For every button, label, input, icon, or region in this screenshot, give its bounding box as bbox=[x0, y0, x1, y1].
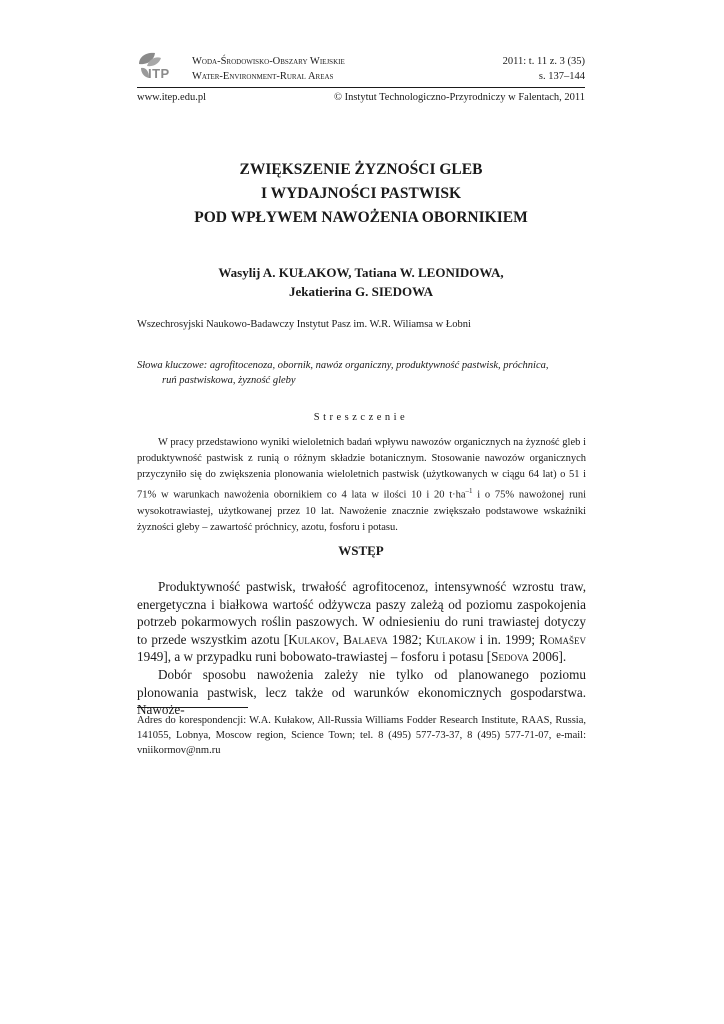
citation-romasev: Romašev bbox=[539, 631, 587, 647]
abstract-superscript: –1 bbox=[465, 487, 473, 495]
keywords-line-2: ruń pastwiskowa, żyzność gleby bbox=[162, 375, 296, 386]
citation-sedova: Sedova bbox=[491, 649, 529, 665]
p1-text-a: Produktywność pastwisk, trwałość agrofitocenoz, intensywność wzrostu traw, energetyczna i białkowa wartość odżywcza paszy zależą od poziomu zaspokojenia potrzeb pokarmowych roślin paszowych. W odniesieniu do runi trawiastej dotyczy to przede wszystkim azotu [ bbox=[137, 579, 586, 647]
authors-line-1: Wasylij A. KUŁAKOW, Tatiana W. LEONIDOWA, bbox=[218, 265, 504, 280]
keywords bbox=[137, 358, 586, 388]
journal-title-pl: Woda-Środowisko-Obszary Wiejskie bbox=[192, 56, 345, 67]
title-line-3: POD WPŁYWEM NAWOŻENIA OBORNIKIEM bbox=[194, 209, 528, 226]
keywords-line-1: Słowa kluczowe: agrofitocenoza, obornik, nawóz organiczny, produktywność pastwisk, próchnica, bbox=[137, 360, 549, 371]
authors-line-2: Jekatierina G. SIEDOWA bbox=[288, 284, 434, 299]
intro-paragraph-2: Dobór sposobu nawożenia zależy nie tylko od planowanego poziomu plonowania pastwisk, lecz także od warunków ekonomicznych gospodarstwa. Nawoże- bbox=[137, 667, 586, 718]
affiliation: Wszechrosyjski Naukowo-Badawczy Instytut Pasz im. W.R. Wiliamsa w Łobni bbox=[137, 319, 471, 330]
intro-paragraph-1 bbox=[137, 578, 586, 666]
copyright-notice: © Instytut Technologiczno-Przyrodniczy w Falentach, 2011 bbox=[333, 92, 585, 103]
p1-text-e: 2006]. bbox=[528, 649, 567, 665]
title-line-1: ZWIĘKSZENIE ŻYZNOŚCI GLEB bbox=[239, 161, 483, 178]
website-link[interactable]: www.itep.edu.pl bbox=[137, 92, 207, 103]
issue-info: 2011: t. 11 z. 3 (35) bbox=[502, 56, 585, 67]
citation-kulakov-balaeva: Kulakov, Balaeva bbox=[288, 631, 388, 647]
logo-text: ITP bbox=[148, 66, 170, 81]
abstract-text-part-1: W pracy przedstawiono wyniki wieloletnich badań wpływu nawozów organicznych na żyzność gleb i produktywność pastwisk z runią o różnym składzie botanicznym. Stosowanie nawozów organicznych przyczyniło się do zwiększenia plonowania wieloletnich pastwisk (użytkowanych w ciągu 64 lat) o 51 i 71% w warunkach nawożenia obornikiem co 4 lata w ilości 10 i 20 t·ha bbox=[137, 437, 586, 501]
abstract-text-part-2: i o 75% nawożonej runi wysokotrawiastej, użytkowanej przez 10 lat. Nawożenie znacznie zwiększało podstawowe wskaźniki żyzności gleby – zawartość próchnicy, azotu, fosforu i potasu. bbox=[137, 489, 586, 533]
abstract-text bbox=[137, 435, 586, 536]
page-range: s. 137–144 bbox=[538, 71, 585, 82]
p1-text-c: i in. 1999; bbox=[475, 631, 540, 647]
citation-kulakow: Kulakow bbox=[426, 631, 476, 647]
paper-title bbox=[137, 158, 585, 230]
p1-text-d: 1949], a w przypadku runi bobowato-trawiastej – fosforu i potasu [ bbox=[137, 649, 492, 665]
p1-text-b: 1982; bbox=[387, 631, 426, 647]
footnote-divider bbox=[137, 707, 248, 708]
section-heading: WSTĘP bbox=[338, 543, 384, 558]
header-divider bbox=[137, 87, 585, 88]
journal-title-en: Water-Environment-Rural Areas bbox=[192, 71, 334, 82]
abstract-heading: Streszczenie bbox=[313, 412, 409, 423]
authors bbox=[137, 263, 585, 301]
title-line-2: I WYDAJNOŚCI PASTWISK bbox=[260, 185, 462, 202]
correspondence-footnote: Adres do korespondencji: W.A. Kułakow, All-Russia Williams Fodder Research Institute, RAAS, Russia, 141055, Lobnya, Moscow region, Science Town; tel. 8 (495) 577-73-37, 8 (495) 577-71-07, e-mail: vniikormov@nm.ru bbox=[137, 715, 586, 756]
